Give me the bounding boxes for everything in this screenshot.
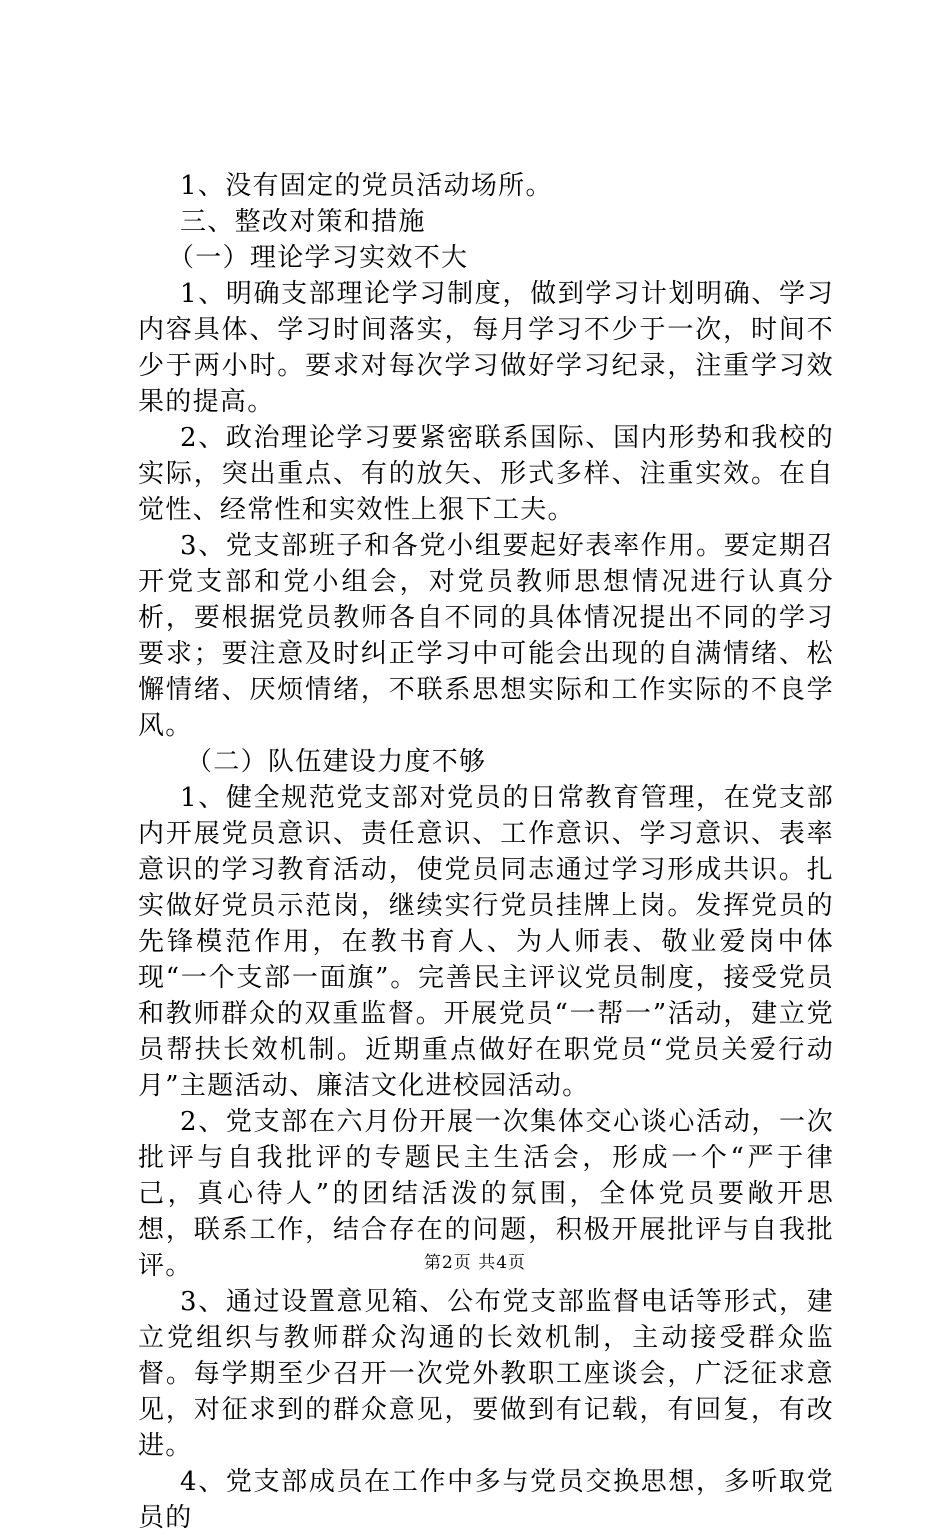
paragraph-supervision: 3、通过设置意见箱、公布党支部监督电话等形式，建立党组织与教师群众沟通的长效机制，主动接受群众监督。每学期至少召开一次党外教职工座谈会，广泛征求意见，对征求到的群众意见，要做到有记载，有回复，有改进。 [138,1287,834,1461]
section-heading-measures: 三、整改对策和措施 [180,207,426,237]
paragraph-daily-education: 1、健全规范党支部对党员的日常教育管理，在党支部内开展党员意识、责任意识、工作意识、学习意识、表率意识的学习教育活动，使党员同志通过学习形成共识。扎实做好党员示范岗，继续实行党员挂牌上岗。发挥党员的先锋模范作用，在教书育人、为人师表、敬业爱岗中体现“一个支部一面旗”。完善民主评议党员制度，接受党员和教师群众的双重监督。开展党员“一帮一”活动，建立党员帮扶长效机制。近期重点做好在职党员“党员关爱行动月”主题活动、廉洁文化进校园活动。 [138,783,834,1101]
paragraph-political-theory: 2、政治理论学习要紧密联系国际、国内形势和我校的实际，突出重点、有的放矢、形式多样、注重实效。在自觉性、经常性和实效性上狠下工夫。 [138,423,834,525]
paragraph-study-system: 1、明确支部理论学习制度，做到学习计划明确、学习内容具体、学习时间落实，每月学习不少于一次，时间不少于两小时。要求对每次学习做好学习纪录，注重学习效果的提高。 [138,279,834,417]
paragraph-no-venue: 1、没有固定的党员活动场所。 [180,171,553,201]
paragraph-branch-leadership: 3、党支部班子和各党小组要起好表率作用。要定期召开党支部和党小组会，对党员教师思想情况进行认真分析，要根据党员教师各自不同的具体情况提出不同的学习要求；要注意及时纠正学习中可能会出现的自满情绪、松懈情绪、厌烦情绪，不联系思想实际和工作实际的不良学风。 [138,531,834,741]
page-number-footer: 第2页 共4页 [423,1253,527,1273]
subheading-theory-study: （一）理论学习实效不大 [168,243,469,273]
paragraph-exchange-ideas: 4、党支部成员在工作中多与党员交换思想，多听取党员的 [138,1467,834,1533]
document-body [138,168,834,1536]
paragraph-heart-to-heart: 2、党支部在六月份开展一次集体交心谈心活动，一次批评与自我批评的专题民主生活会，形成一个“严于律己，真心待人”的团结活泼的氛围，全体党员要敞开思想，联系工作，结合存在的问题，积极开展批评与自我批评。 [138,1107,834,1281]
subheading-team-building: （二）队伍建设力度不够 [186,747,487,777]
